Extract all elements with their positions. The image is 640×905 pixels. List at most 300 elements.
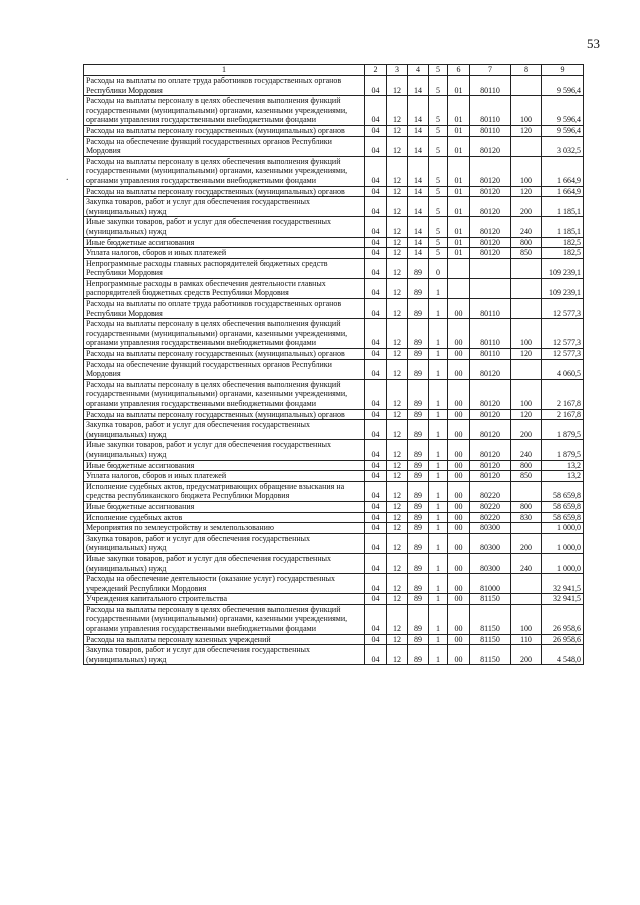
amount-cell: 3 032,5 — [542, 136, 584, 156]
subsection-code-cell: 89 — [408, 512, 429, 523]
section-code-cell: 12 — [387, 634, 408, 645]
expense-name-cell: Непрограммные расходы главных распорядителей бюджетных средств Республики Мордовия — [84, 258, 365, 278]
amount-cell: 12 577,3 — [542, 349, 584, 360]
subsection-code-cell: 89 — [408, 604, 429, 634]
ministry-code-cell: 04 — [365, 299, 387, 319]
ministry-code-cell: 04 — [365, 379, 387, 409]
program-code-cell: 1 — [429, 553, 448, 573]
program-code-cell: 1 — [429, 420, 448, 440]
section-code-cell: 12 — [387, 460, 408, 471]
section-code-cell: 12 — [387, 96, 408, 126]
measure-code-cell: 01 — [448, 186, 470, 197]
ministry-code-cell: 04 — [365, 481, 387, 501]
ministry-code-cell: 04 — [365, 136, 387, 156]
program-code-cell: 5 — [429, 186, 448, 197]
amount-cell: 1 000,0 — [542, 533, 584, 553]
amount-cell: 2 167,8 — [542, 379, 584, 409]
amount-cell: 13,2 — [542, 460, 584, 471]
table-row — [84, 125, 584, 136]
measure-code-cell: 00 — [448, 440, 470, 460]
ministry-code-cell: 04 — [365, 420, 387, 440]
program-code-cell: 1 — [429, 645, 448, 665]
measure-code-cell: 00 — [448, 349, 470, 360]
ministry-code-cell: 04 — [365, 359, 387, 379]
measure-code-cell: 00 — [448, 645, 470, 665]
program-code-cell: 1 — [429, 359, 448, 379]
target-code-cell: 81150 — [470, 634, 511, 645]
target-code-cell: 81150 — [470, 645, 511, 665]
table-row — [84, 440, 584, 460]
table-row — [84, 136, 584, 156]
program-code-cell: 1 — [429, 523, 448, 534]
ministry-code-cell: 04 — [365, 409, 387, 420]
expense-name-cell: Учреждения капитального строительства — [84, 594, 365, 605]
expense-name-cell: Иные закупки товаров, работ и услуг для обеспечения государственных (муниципальных) нужд — [84, 217, 365, 237]
ministry-code-cell: 04 — [365, 574, 387, 594]
expense-type-cell: 240 — [511, 217, 542, 237]
amount-cell: 32 941,5 — [542, 574, 584, 594]
program-code-cell: 1 — [429, 501, 448, 512]
expense-type-cell: 850 — [511, 248, 542, 259]
target-code-cell: 80120 — [470, 136, 511, 156]
column-header: 4 — [408, 65, 429, 76]
program-code-cell: 5 — [429, 76, 448, 96]
column-header: 9 — [542, 65, 584, 76]
ministry-code-cell: 04 — [365, 278, 387, 298]
amount-cell: 1 879,5 — [542, 420, 584, 440]
program-code-cell: 5 — [429, 96, 448, 126]
program-code-cell: 0 — [429, 258, 448, 278]
amount-cell: 1 000,0 — [542, 553, 584, 573]
target-code-cell: 80120 — [470, 156, 511, 186]
table-row — [84, 186, 584, 197]
measure-code-cell: 00 — [448, 574, 470, 594]
expense-name-cell: Уплата налогов, сборов и иных платежей — [84, 248, 365, 259]
expense-type-cell — [511, 574, 542, 594]
target-code-cell: 80220 — [470, 512, 511, 523]
ministry-code-cell: 04 — [365, 440, 387, 460]
amount-cell: 4 548,0 — [542, 645, 584, 665]
measure-code-cell: 00 — [448, 379, 470, 409]
amount-cell: 58 659,8 — [542, 481, 584, 501]
section-code-cell: 12 — [387, 359, 408, 379]
ministry-code-cell: 04 — [365, 512, 387, 523]
subsection-code-cell: 89 — [408, 460, 429, 471]
section-code-cell: 12 — [387, 349, 408, 360]
program-code-cell: 5 — [429, 237, 448, 248]
expense-name-cell: Расходы на выплаты персоналу государственных (муниципальных) органов — [84, 349, 365, 360]
target-code-cell — [470, 258, 511, 278]
section-code-cell: 12 — [387, 248, 408, 259]
target-code-cell: 80120 — [470, 248, 511, 259]
measure-code-cell: 00 — [448, 634, 470, 645]
target-code-cell: 80120 — [470, 471, 511, 482]
expense-name-cell: Закупка товаров, работ и услуг для обеспечения государственных (муниципальных) нужд — [84, 533, 365, 553]
subsection-code-cell: 14 — [408, 96, 429, 126]
measure-code-cell: 01 — [448, 96, 470, 126]
subsection-code-cell: 14 — [408, 136, 429, 156]
budget-table — [83, 64, 584, 665]
program-code-cell: 5 — [429, 197, 448, 217]
target-code-cell: 80220 — [470, 481, 511, 501]
expense-type-cell: 800 — [511, 460, 542, 471]
table-row — [84, 76, 584, 96]
expense-name-cell: Закупка товаров, работ и услуг для обеспечения государственных (муниципальных) нужд — [84, 197, 365, 217]
expense-name-cell: Иные закупки товаров, работ и услуг для обеспечения государственных (муниципальных) нужд — [84, 553, 365, 573]
expense-name-cell: Иные бюджетные ассигнования — [84, 460, 365, 471]
target-code-cell: 80120 — [470, 440, 511, 460]
expense-name-cell: Расходы на обеспечение деятельности (оказание услуг) государственных учреждений Республики Мордовия — [84, 574, 365, 594]
amount-cell: 1 000,0 — [542, 523, 584, 534]
amount-cell: 26 958,6 — [542, 604, 584, 634]
column-header: 2 — [365, 65, 387, 76]
table-row — [84, 409, 584, 420]
measure-code-cell — [448, 258, 470, 278]
subsection-code-cell: 89 — [408, 523, 429, 534]
expense-name-cell: Расходы на выплаты персоналу в целях обеспечения выполнения функций государственными (муниципальными) органами, казенными учреждениями, органами управления государственными внебюджетными фондами — [84, 319, 365, 349]
target-code-cell: 80120 — [470, 460, 511, 471]
section-code-cell: 12 — [387, 409, 408, 420]
measure-code-cell: 01 — [448, 248, 470, 259]
expense-name-cell: Закупка товаров, работ и услуг для обеспечения государственных (муниципальных) нужд — [84, 645, 365, 665]
target-code-cell: 80120 — [470, 379, 511, 409]
ministry-code-cell: 04 — [365, 319, 387, 349]
expense-type-cell — [511, 523, 542, 534]
section-code-cell: 12 — [387, 136, 408, 156]
target-code-cell: 80120 — [470, 197, 511, 217]
table-row — [84, 420, 584, 440]
expense-name-cell: Расходы на обеспечение функций государственных органов Республики Мордовия — [84, 359, 365, 379]
expense-type-cell: 850 — [511, 471, 542, 482]
table-row — [84, 299, 584, 319]
table-row — [84, 379, 584, 409]
ministry-code-cell: 04 — [365, 186, 387, 197]
target-code-cell: 80120 — [470, 359, 511, 379]
amount-cell: 1 879,5 — [542, 440, 584, 460]
ministry-code-cell: 04 — [365, 460, 387, 471]
table-row — [84, 594, 584, 605]
ministry-code-cell: 04 — [365, 533, 387, 553]
section-code-cell: 12 — [387, 604, 408, 634]
subsection-code-cell: 89 — [408, 553, 429, 573]
ministry-code-cell: 04 — [365, 523, 387, 534]
table-row — [84, 523, 584, 534]
section-code-cell: 12 — [387, 512, 408, 523]
table-row — [84, 533, 584, 553]
subsection-code-cell: 14 — [408, 76, 429, 96]
expense-type-cell: 100 — [511, 604, 542, 634]
amount-cell: 12 577,3 — [542, 299, 584, 319]
column-header: 5 — [429, 65, 448, 76]
expense-name-cell: Иные бюджетные ассигнования — [84, 237, 365, 248]
section-code-cell: 12 — [387, 156, 408, 186]
target-code-cell: 80220 — [470, 501, 511, 512]
expense-name-cell: Расходы на выплаты по оплате труда работников государственных органов Республики Мордовия — [84, 299, 365, 319]
measure-code-cell: 00 — [448, 471, 470, 482]
table-row — [84, 512, 584, 523]
subsection-code-cell: 14 — [408, 125, 429, 136]
amount-cell: 13,2 — [542, 471, 584, 482]
expense-type-cell: 240 — [511, 553, 542, 573]
measure-code-cell: 01 — [448, 125, 470, 136]
section-code-cell: 12 — [387, 299, 408, 319]
margin-mark: . — [66, 172, 69, 183]
ministry-code-cell: 04 — [365, 96, 387, 126]
measure-code-cell: 00 — [448, 533, 470, 553]
table-row — [84, 634, 584, 645]
target-code-cell: 80300 — [470, 553, 511, 573]
expense-type-cell — [511, 76, 542, 96]
subsection-code-cell: 89 — [408, 574, 429, 594]
measure-code-cell: 00 — [448, 604, 470, 634]
expense-name-cell: Мероприятия по землеустройству и землепользованию — [84, 523, 365, 534]
table-row — [84, 217, 584, 237]
expense-type-cell: 200 — [511, 533, 542, 553]
ministry-code-cell: 04 — [365, 248, 387, 259]
ministry-code-cell: 04 — [365, 594, 387, 605]
expense-type-cell: 110 — [511, 634, 542, 645]
expense-type-cell: 800 — [511, 237, 542, 248]
target-code-cell: 80120 — [470, 186, 511, 197]
subsection-code-cell: 89 — [408, 349, 429, 360]
target-code-cell: 80110 — [470, 125, 511, 136]
expense-name-cell: Расходы на выплаты персоналу в целях обеспечения выполнения функций государственными (муниципальными) органами, казенными учреждениями, органами управления государственными внебюджетными фондами — [84, 96, 365, 126]
ministry-code-cell: 04 — [365, 634, 387, 645]
subsection-code-cell: 89 — [408, 533, 429, 553]
program-code-cell: 1 — [429, 299, 448, 319]
measure-code-cell: 01 — [448, 136, 470, 156]
expense-type-cell — [511, 359, 542, 379]
expense-type-cell — [511, 299, 542, 319]
measure-code-cell: 00 — [448, 460, 470, 471]
ministry-code-cell: 04 — [365, 217, 387, 237]
expense-name-cell: Расходы на выплаты персоналу в целях обеспечения выполнения функций государственными (муниципальными) органами, казенными учреждениями, органами управления государственными внебюджетными фондами — [84, 604, 365, 634]
section-code-cell: 12 — [387, 379, 408, 409]
target-code-cell: 81150 — [470, 604, 511, 634]
target-code-cell: 80110 — [470, 299, 511, 319]
program-code-cell: 1 — [429, 634, 448, 645]
amount-cell: 109 239,1 — [542, 258, 584, 278]
expense-name-cell: Расходы на выплаты персоналу государственных (муниципальных) органов — [84, 125, 365, 136]
target-code-cell: 80300 — [470, 533, 511, 553]
measure-code-cell: 01 — [448, 237, 470, 248]
expense-type-cell: 120 — [511, 186, 542, 197]
ministry-code-cell: 04 — [365, 553, 387, 573]
measure-code-cell: 01 — [448, 197, 470, 217]
expense-type-cell: 120 — [511, 349, 542, 360]
subsection-code-cell: 89 — [408, 501, 429, 512]
expense-name-cell: Иные закупки товаров, работ и услуг для обеспечения государственных (муниципальных) нужд — [84, 440, 365, 460]
subsection-code-cell: 89 — [408, 481, 429, 501]
target-code-cell: 80110 — [470, 319, 511, 349]
amount-cell: 58 659,8 — [542, 501, 584, 512]
amount-cell: 9 596,4 — [542, 96, 584, 126]
amount-cell: 1 664,9 — [542, 186, 584, 197]
program-code-cell: 1 — [429, 278, 448, 298]
subsection-code-cell: 14 — [408, 186, 429, 197]
section-code-cell: 12 — [387, 125, 408, 136]
column-header: 1 — [84, 65, 365, 76]
table-body — [84, 76, 584, 665]
program-code-cell: 1 — [429, 471, 448, 482]
section-code-cell: 12 — [387, 420, 408, 440]
expense-type-cell — [511, 136, 542, 156]
expense-type-cell: 800 — [511, 501, 542, 512]
expense-type-cell — [511, 481, 542, 501]
section-code-cell: 12 — [387, 574, 408, 594]
subsection-code-cell: 89 — [408, 409, 429, 420]
section-code-cell: 12 — [387, 76, 408, 96]
section-code-cell: 12 — [387, 319, 408, 349]
section-code-cell: 12 — [387, 217, 408, 237]
subsection-code-cell: 89 — [408, 634, 429, 645]
program-code-cell: 1 — [429, 481, 448, 501]
expense-type-cell: 100 — [511, 96, 542, 126]
target-code-cell: 80110 — [470, 349, 511, 360]
table-row — [84, 645, 584, 665]
expense-name-cell: Расходы на обеспечение функций государственных органов Республики Мордовия — [84, 136, 365, 156]
subsection-code-cell: 89 — [408, 379, 429, 409]
amount-cell: 58 659,8 — [542, 512, 584, 523]
expense-type-cell: 100 — [511, 319, 542, 349]
program-code-cell: 1 — [429, 604, 448, 634]
section-code-cell: 12 — [387, 237, 408, 248]
subsection-code-cell: 89 — [408, 645, 429, 665]
table-row — [84, 197, 584, 217]
expense-name-cell: Расходы на выплаты по оплате труда работников государственных органов Республики Мордовия — [84, 76, 365, 96]
target-code-cell: 80120 — [470, 409, 511, 420]
expense-name-cell: Закупка товаров, работ и услуг для обеспечения государственных (муниципальных) нужд — [84, 420, 365, 440]
amount-cell: 182,5 — [542, 248, 584, 259]
section-code-cell: 12 — [387, 278, 408, 298]
section-code-cell: 12 — [387, 533, 408, 553]
amount-cell: 1 185,1 — [542, 197, 584, 217]
program-code-cell: 1 — [429, 594, 448, 605]
subsection-code-cell: 89 — [408, 299, 429, 319]
ministry-code-cell: 04 — [365, 501, 387, 512]
table-row — [84, 604, 584, 634]
table-row — [84, 471, 584, 482]
expense-name-cell: Непрограммные расходы в рамках обеспечения деятельности главных распорядителей бюджетных средств Республики Мордовия — [84, 278, 365, 298]
ministry-code-cell: 04 — [365, 258, 387, 278]
measure-code-cell: 00 — [448, 553, 470, 573]
amount-cell: 26 958,6 — [542, 634, 584, 645]
target-code-cell: 80120 — [470, 237, 511, 248]
target-code-cell: 80110 — [470, 76, 511, 96]
table-row — [84, 278, 584, 298]
expense-type-cell: 200 — [511, 197, 542, 217]
column-header: 7 — [470, 65, 511, 76]
program-code-cell: 1 — [429, 349, 448, 360]
measure-code-cell: 00 — [448, 299, 470, 319]
amount-cell: 109 239,1 — [542, 278, 584, 298]
expense-type-cell — [511, 278, 542, 298]
expense-name-cell: Уплата налогов, сборов и иных платежей — [84, 471, 365, 482]
subsection-code-cell: 89 — [408, 594, 429, 605]
table-row — [84, 481, 584, 501]
section-code-cell: 12 — [387, 197, 408, 217]
ministry-code-cell: 04 — [365, 604, 387, 634]
ministry-code-cell: 04 — [365, 349, 387, 360]
amount-cell: 182,5 — [542, 237, 584, 248]
expense-type-cell: 100 — [511, 379, 542, 409]
measure-code-cell: 00 — [448, 319, 470, 349]
expense-name-cell: Иные бюджетные ассигнования — [84, 501, 365, 512]
expense-type-cell: 200 — [511, 420, 542, 440]
program-code-cell: 1 — [429, 574, 448, 594]
expense-name-cell: Расходы на выплаты персоналу в целях обеспечения выполнения функций государственными (муниципальными) органами, казенными учреждениями, органами управления государственными внебюджетными фондами — [84, 379, 365, 409]
table-row — [84, 96, 584, 126]
target-code-cell: 80110 — [470, 96, 511, 126]
column-header: 3 — [387, 65, 408, 76]
subsection-code-cell: 14 — [408, 156, 429, 186]
section-code-cell: 12 — [387, 186, 408, 197]
ministry-code-cell: 04 — [365, 125, 387, 136]
target-code-cell: 81000 — [470, 574, 511, 594]
expense-name-cell: Исполнение судебных актов — [84, 512, 365, 523]
program-code-cell: 1 — [429, 319, 448, 349]
page-number: 53 — [587, 36, 600, 51]
program-code-cell: 5 — [429, 136, 448, 156]
subsection-code-cell: 14 — [408, 197, 429, 217]
table-header-row — [84, 65, 584, 76]
program-code-cell: 5 — [429, 156, 448, 186]
amount-cell: 9 596,4 — [542, 125, 584, 136]
measure-code-cell: 00 — [448, 523, 470, 534]
target-code-cell: 80120 — [470, 217, 511, 237]
program-code-cell: 1 — [429, 379, 448, 409]
table-row — [84, 349, 584, 360]
ministry-code-cell: 04 — [365, 197, 387, 217]
subsection-code-cell: 14 — [408, 237, 429, 248]
subsection-code-cell: 14 — [408, 248, 429, 259]
ministry-code-cell: 04 — [365, 471, 387, 482]
expense-name-cell: Расходы на выплаты персоналу казенных учреждений — [84, 634, 365, 645]
amount-cell: 32 941,5 — [542, 594, 584, 605]
measure-code-cell: 00 — [448, 359, 470, 379]
target-code-cell: 80120 — [470, 420, 511, 440]
program-code-cell: 1 — [429, 512, 448, 523]
program-code-cell: 1 — [429, 409, 448, 420]
section-code-cell: 12 — [387, 440, 408, 460]
program-code-cell: 1 — [429, 533, 448, 553]
subsection-code-cell: 89 — [408, 440, 429, 460]
expense-type-cell — [511, 258, 542, 278]
amount-cell: 12 577,3 — [542, 319, 584, 349]
measure-code-cell — [448, 278, 470, 298]
measure-code-cell: 00 — [448, 512, 470, 523]
section-code-cell: 12 — [387, 481, 408, 501]
program-code-cell: 1 — [429, 440, 448, 460]
measure-code-cell: 01 — [448, 217, 470, 237]
section-code-cell: 12 — [387, 501, 408, 512]
expense-name-cell: Исполнение судебных актов, предусматривающих обращение взыскания на средства республиканского бюджета Республики Мордовия — [84, 481, 365, 501]
program-code-cell: 5 — [429, 217, 448, 237]
target-code-cell: 81150 — [470, 594, 511, 605]
measure-code-cell: 00 — [448, 594, 470, 605]
table-row — [84, 319, 584, 349]
amount-cell: 1 185,1 — [542, 217, 584, 237]
amount-cell: 2 167,8 — [542, 409, 584, 420]
target-code-cell: 80300 — [470, 523, 511, 534]
measure-code-cell: 00 — [448, 409, 470, 420]
ministry-code-cell: 04 — [365, 156, 387, 186]
subsection-code-cell: 89 — [408, 319, 429, 349]
measure-code-cell: 00 — [448, 501, 470, 512]
measure-code-cell: 00 — [448, 481, 470, 501]
table-row — [84, 460, 584, 471]
amount-cell: 4 060,5 — [542, 359, 584, 379]
